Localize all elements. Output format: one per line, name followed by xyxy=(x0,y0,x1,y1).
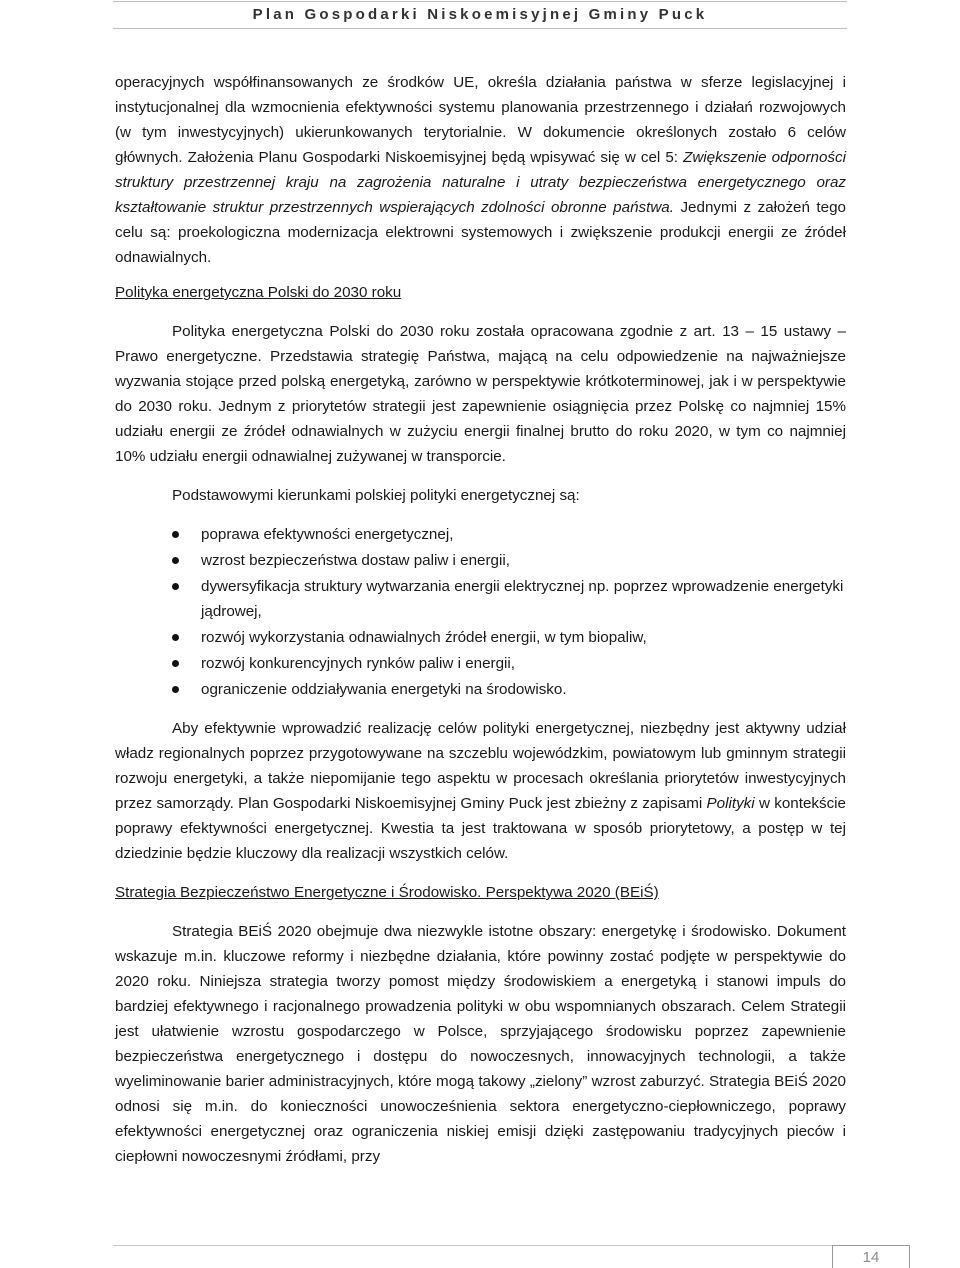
list-item-text: ograniczenie oddziaływania energetyki na środowisko. xyxy=(201,681,567,698)
page-number: 14 xyxy=(862,1249,880,1266)
section-heading-energy-policy: Polityka energetyczna Polski do 2030 roku xyxy=(115,284,402,301)
paragraph-intro xyxy=(115,70,846,270)
paragraph-directions-intro: Podstawowymi kierunkami polskiej polityki energetycznej są: xyxy=(172,487,580,504)
implementation-text-c: w kontekście poprawy efektywności energetycznej. Kwestia ta jest traktowana w sposób priorytetowy, a postęp w tej dziedzinie będzie kluczowy dla realizacji wszystkich celów. xyxy=(115,795,846,862)
page-content xyxy=(115,70,846,1169)
intro-text-d: Jednymi z założeń tego celu są: proekologiczna modernizacja elektrowni systemowych i zwiększenie produkcji energii ze źródeł odnawialnych. xyxy=(115,199,846,266)
footer-rule xyxy=(113,1245,908,1246)
list-item-text: rozwój konkurencyjnych rynków paliw i energii, xyxy=(201,655,516,672)
list-item-text: rozwój wykorzystania odnawialnych źródeł energii, w tym biopaliw, xyxy=(201,629,647,646)
list-item xyxy=(115,574,846,624)
intro-text-b: Założenia Planu Gospodarki Niskoemisyjnej będą wpisywać się w cel 5: xyxy=(187,149,684,166)
header-rule-top xyxy=(113,1,847,2)
paragraph-beis: Strategia BEiŚ 2020 obejmuje dwa niezwykle istotne obszary: energetykę i środowisko. Dokument wskazuje m.in. kluczowe reformy i niezbędne działania, które powinny zostać podjęte w perspektywie do 2020 roku. Niniejsza strategia tworzy pomost między środowiskiem a energetyką i stanowi impuls do bardziej efektywnego i racjonalnego prowadzenia polityki w obu wspomnianych obszarach. Celem Strategii jest ułatwienie wzrostu gospodarczego w Polsce, sprzyjającego środowisku poprzez zapewnienie bezpieczeństwa energetycznego i dostępu do nowoczesnych, innowacyjnych technologii, a także wyeliminowanie barier administracyjnych, które mogą takowy „zielony” wzrost zaburzyć. Strategia BEiŚ 2020 odnosi się m.in. do konieczności unowocześnienia sektora energetyczno-ciepłowniczego, poprawy efektywności energetycznej oraz ograniczenia niskiej emisji dzięki zastępowaniu tradycyjnych pieców i ciepłowni nowoczesnymi źródłami, przy xyxy=(115,923,846,1165)
list-item-text: wzrost bezpieczeństwa dostaw paliw i energii, xyxy=(201,552,510,569)
list-item xyxy=(115,677,846,702)
page-number-box xyxy=(832,1245,910,1268)
directions-list xyxy=(115,522,846,702)
list-item xyxy=(115,651,846,676)
implementation-italic: Polityki xyxy=(706,795,755,812)
bullet-icon xyxy=(172,660,179,667)
list-item xyxy=(115,522,846,547)
bullet-icon xyxy=(172,557,179,564)
page-header xyxy=(113,0,847,30)
header-rule-bottom xyxy=(113,28,847,29)
bullet-icon xyxy=(172,583,179,590)
bullet-icon xyxy=(172,686,179,693)
paragraph-energy-policy: Polityka energetyczna Polski do 2030 roku została opracowana zgodnie z art. 13 – 15 ustawy – Prawo energetyczne. Przedstawia strategię Państwa, mającą na celu odpowiedzenie na najważniejsze wyzwania stojące przed polską energetyką, zarówno w perspektywie krótkoterminowej, jak i w perspektywie do 2030 roku. Jednym z priorytetów strategii jest zapewnienie osiągnięcia przez Polskę co najmniej 15% udziału energii ze źródeł odnawialnych w zużyciu energii finalnej brutto do roku 2020, w tym co najmniej 10% udziału energii odnawialnej zużywanej w transporcie. xyxy=(115,323,846,465)
paragraph-implementation xyxy=(115,716,846,866)
implementation-text-a: Aby efektywnie wprowadzić realizację celów polityki energetycznej, niezbędny jest aktywny udział władz regionalnych poprzez przygotowywane na szczeblu wojewódzkim, powiatowym lub gminnym strategii rozwoju energetyki, a także niepomijanie tego aspektu w procesach określania priorytetów inwestycyjnych przez samorządy. Plan Gospodarki Niskoemisyjnej Gminy Puck jest zbieżny z zapisami xyxy=(115,720,846,812)
bullet-icon xyxy=(172,531,179,538)
intro-goal-italic: Zwiększenie odporności struktury przestrzennej kraju na zagrożenia naturalne i utraty bezpieczeństwa energetycznego oraz kształtowanie struktur przestrzennych wspierających zdolności obronne państwa. xyxy=(115,149,846,216)
list-item-text: dywersyfikacja struktury wytwarzania energii elektrycznej np. poprzez wprowadzenie energetyki jądrowej, xyxy=(201,578,844,620)
list-item xyxy=(115,548,846,573)
intro-text-a: operacyjnych współfinansowanych ze środków UE, określa działania państwa w sferze legislacyjnej i instytucjonalnej dla wzmocnienia efektywności systemu planowania przestrzennego i działań rozwojowych (w tym inwestycyjnych) ukierunkowanych terytorialnie. W dokumencie określonych zostało 6 celów głównych. xyxy=(115,74,846,166)
list-item-text: poprawa efektywności energetycznej, xyxy=(201,526,454,543)
section-heading-beis: Strategia Bezpieczeństwo Energetyczne i Środowisko. Perspektywa 2020 (BEiŚ) xyxy=(115,884,659,901)
document-title: Plan Gospodarki Niskoemisyjnej Gminy Puck xyxy=(252,6,708,23)
bullet-icon xyxy=(172,634,179,641)
list-item xyxy=(115,625,846,650)
